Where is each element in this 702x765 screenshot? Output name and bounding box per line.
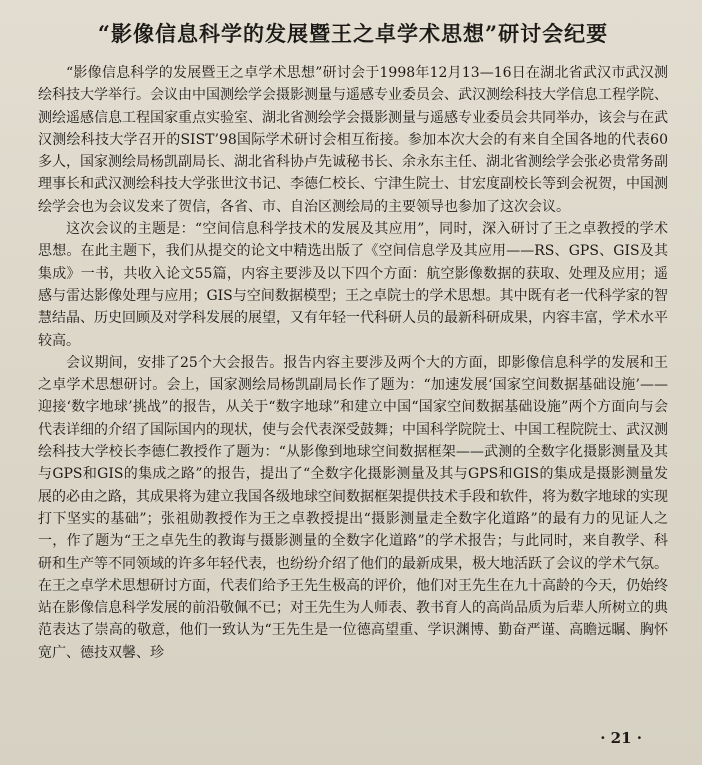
paragraph-3: 会议期间，安排了25个大会报告。报告内容主要涉及两个大的方面，即影像信息科学的发展和王之卓学术思想研讨。会上，国家测绘局杨凯副局长作了题为：“加速发展‘国家空间数据基础设施’——迎接‘数字地球’挑战”的报告，从关于“数字地球”和建立中国“国家空间数据基础设施”两个方面向与会代表详细的介绍了国际国内的现状，使与会代表深受鼓舞；中国科学院院士、中国工程院院士、武汉测绘科技大学校长李德仁教授作了题为：“从影像到地球空间数据框架——武测的全数字化摄影测量及其与GPS和GIS的集成之路”的报告，提出了“全数字化摄影测量及其与GPS和GIS的集成是摄影测量发展的必由之路，其成果将为建立我国各级地球空间数据框架提供技术手段和软件，将为数字地球的实现打下坚实的基础”；张祖勋教授作为王之卓教授提出“摄影测量走全数字化道路”的最有力的见证人之一，作了题为“王之卓先生的教诲与摄影测量的全数字化道路”的学术报告；与此同时，来自教学、科研和生产等不同领域的许多年轻代表，也纷纷介绍了他们的最新成果，极大地活跃了会议的学术气氛。在王之卓学术思想研讨方面，代表们给予王先生极高的评价，他们对王先生在九十高龄的今天，仍始终站在影像信息科学发展的前沿敬佩不已；对王先生为人师表、教书育人的高尚品质为后辈人所树立的典范表达了崇高的敬意，他们一致认为“王先生是一位德高望重、学识渊博、勤奋严谨、高瞻远瞩、胸怀宽广、德技双馨、珍 bbox=[38, 354, 668, 661]
page-number: · 21 · bbox=[600, 729, 642, 747]
paragraph-2: 这次会议的主题是：“空间信息科学技术的发展及其应用”，同时，深入研讨了王之卓教授的学术思想。在此主题下，我们从提交的论文中精选出版了《空间信息学及其应用——RS、GPS、GIS及其集成》一书，共收入论文55篇，内容主要涉及以下四个方面：航空影像数据的获取、处理及应用；遥感与雷达影像处理与应用；GIS与空间数据模型；王之卓院士的学术思想。其中既有老一代科学家的智慧结晶、历史回顾及对学科发展的展望，又有年轻一代科研人员的最新科研成果，内容丰富，学术水平较高。 bbox=[38, 221, 668, 349]
paragraph-1: “影像信息科学的发展暨王之卓学术思想”研讨会于1998年12月13—16日在湖北省武汉市武汉测绘科技大学举行。会议由中国测绘学会摄影测量与遥感专业委员会、武汉测绘科技大学信息工程学院、测绘遥感信息工程国家重点实验室、湖北省测绘学会摄影测量与遥感专业委员会共同举办，该会与在武汉测绘科技大学召开的SIST’98国际学术研讨会相互衔接。参加本次大会的有来自全国各地的代表60多人，国家测绘局杨凯副局长、湖北省科协卢先诚秘书长、余永东主任、湖北省测绘学会张必贵常务副理事长和武汉测绘科技大学张世汶书记、李德仁校长、宁津生院士、甘宏度副校长等到会祝贺，中国测绘学会也为会议发来了贺信，各省、市、自治区测绘局的主要领导也参加了这次会议。 bbox=[38, 65, 668, 215]
article-title: “影像信息科学的发展暨王之卓学术思想”研讨会纪要 bbox=[97, 21, 609, 46]
article-body bbox=[38, 62, 668, 664]
